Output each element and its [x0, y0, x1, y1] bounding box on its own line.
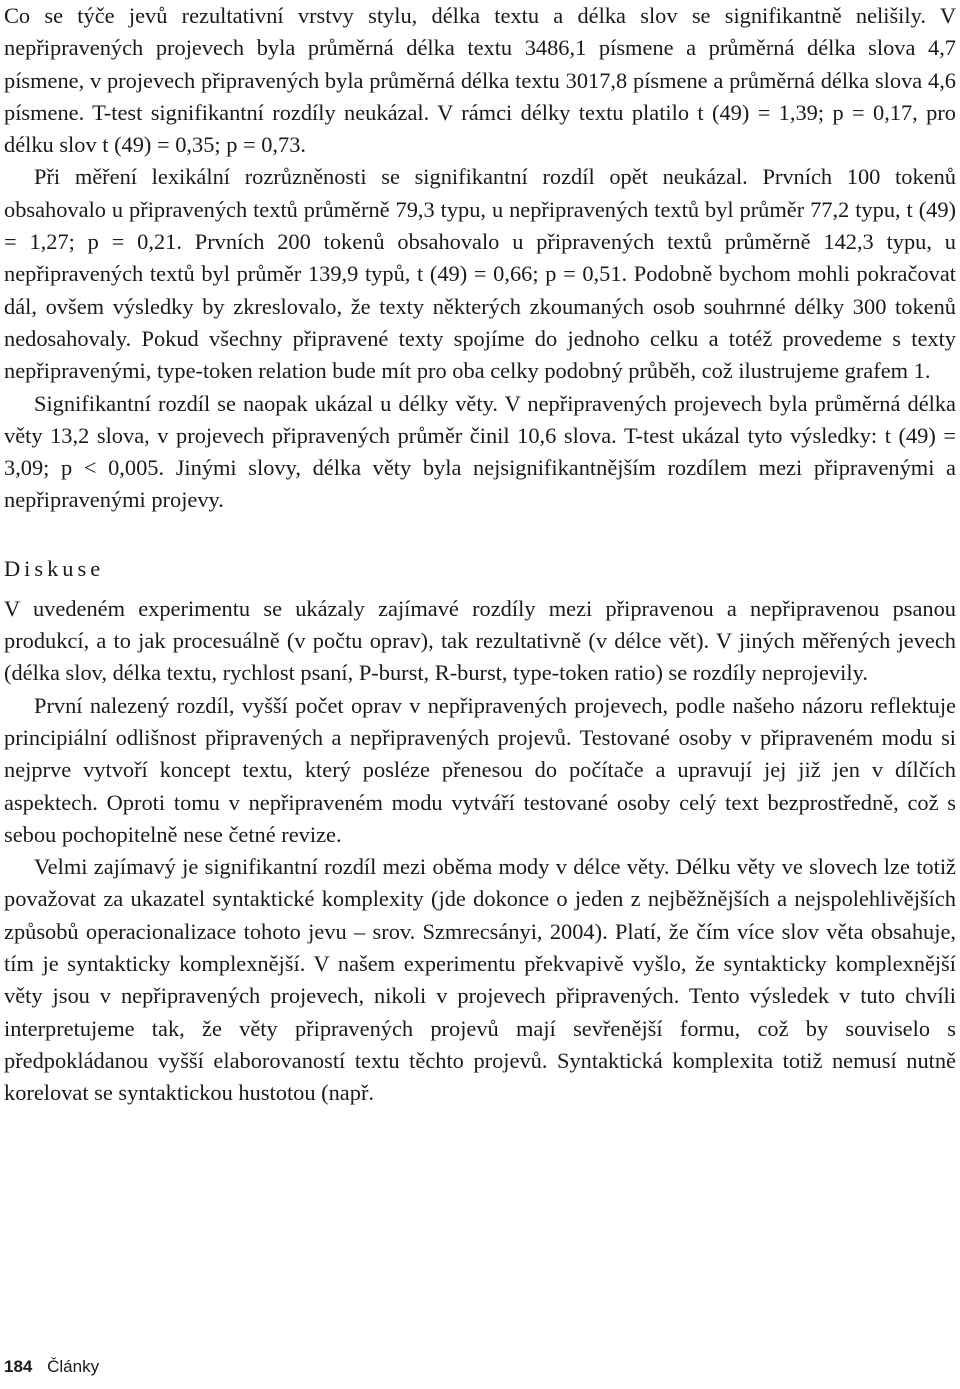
page-number: 184 [4, 1357, 33, 1376]
section-heading-discussion: Diskuse [4, 555, 105, 581]
page-body [4, 0, 956, 1110]
page-footer [4, 1356, 99, 1378]
discussion-paragraph-3: Velmi zajímavý je signifikantní rozdíl mezi oběma mody v délce věty. Délku věty ve slovech lze totiž považovat za ukazatel syntaktické komplexity (jde dokonce o jeden z nejběžnějších a nejspolehlivějších způsobů operacionalizace tohoto jevu – srov. Szmrecsányi, 2004). Platí, že čím více slov věta obsahuje, tím je syntakticky komplexnější. V našem experimentu překvapivě vyšlo, že syntakticky komplexnější věty jsou v nepřipravených projevech, nikoli v projevech připravených. Tento výsledek v tuto chvíli interpretujeme tak, že věty připravených projevů mají sevřenější formu, což by souviselo s předpokládanou vyšší elaborovaností textu těchto projevů. Syntaktická komplexita totiž nemusí nutně korelovat se syntaktickou hustotou (např. [4, 854, 956, 1106]
results-section [4, 0, 956, 517]
results-paragraph-2: Při měření lexikální rozrůzněnosti se signifikantní rozdíl opět neukázal. Prvních 100 tokenů obsahovalo u připravených textů průměrně 79,3 typu, u nepřipravených textů byl průměr 77,2 typu, t (49) = 1,27; p = 0,21. Prvních 200 tokenů obsahovalo u připravených textů průměrně 142,3 typu, u nepřipravených textů byl průměr 139,9 typů, t (49) = 0,66; p = 0,51. Podobně bychom mohli pokračovat dál, ovšem výsledky by zkreslovalo, že texty některých zkoumaných osob souhrnné délky 300 tokenů nedosahovaly. Pokud všechny připravené texty spojíme do jednoho celku a totéž provedeme s texty nepřipravenými, type-token relation bude mít pro oba celky podobný průběh, což ilustrujeme grafem 1. [4, 164, 956, 384]
results-paragraph-1: Co se týče jevů rezultativní vrstvy stylu, délka textu a délka slov se signifikantně nelišily. V nepřipravených projevech byla průměrná délka textu 3486,1 písmene a průměrná délka slova 4,7 písmene, v projevech připravených byla průměrná délka textu 3017,8 písmene a průměrná délka slova 4,6 písmene. T-test signifikantní rozdíly neukázal. V rámci délky textu platilo t (49) = 1,39; p = 0,17, pro délku slov t (49) = 0,35; p = 0,73. [4, 3, 956, 158]
discussion-section [4, 593, 956, 1110]
discussion-paragraph-2: První nalezený rozdíl, vyšší počet oprav v nepřipravených projevech, podle našeho názoru reflektuje principiální odlišnost připravených a nepřipravených projevů. Testované osoby v připraveném modu si nejprve vytvoří koncept textu, který posléze přenesou do počítače a upravují jej již jen v dílčích aspektech. Oproti tomu v nepřipraveném modu vytváří testované osoby celý text bezprostředně, což s sebou pochopitelně nese četné revize. [4, 692, 956, 847]
results-paragraph-3: Signifikantní rozdíl se naopak ukázal u délky věty. V nepřipravených projevech byla průměrná délka věty 13,2 slova, v projevech připravených průměr činil 10,6 slova. T-test ukázal tyto výsledky: t (49) = 3,09; p < 0,005. Jinými slovy, délka věty byla nejsignifikantnějším rozdílem mezi připravenými a nepřipravenými projevy. [4, 390, 956, 513]
section-name: Články [47, 1357, 100, 1376]
discussion-paragraph-1: V uvedeném experimentu se ukázaly zajímavé rozdíly mezi připravenou a nepřipravenou psanou produkcí, a to jak procesuálně (v počtu oprav), tak rezultativně (v délce vět). V jiných měřených jevech (délka slov, délka textu, rychlost psaní, P-burst, R-burst, type-token ratio) se rozdíly neprojevily. [4, 595, 956, 686]
